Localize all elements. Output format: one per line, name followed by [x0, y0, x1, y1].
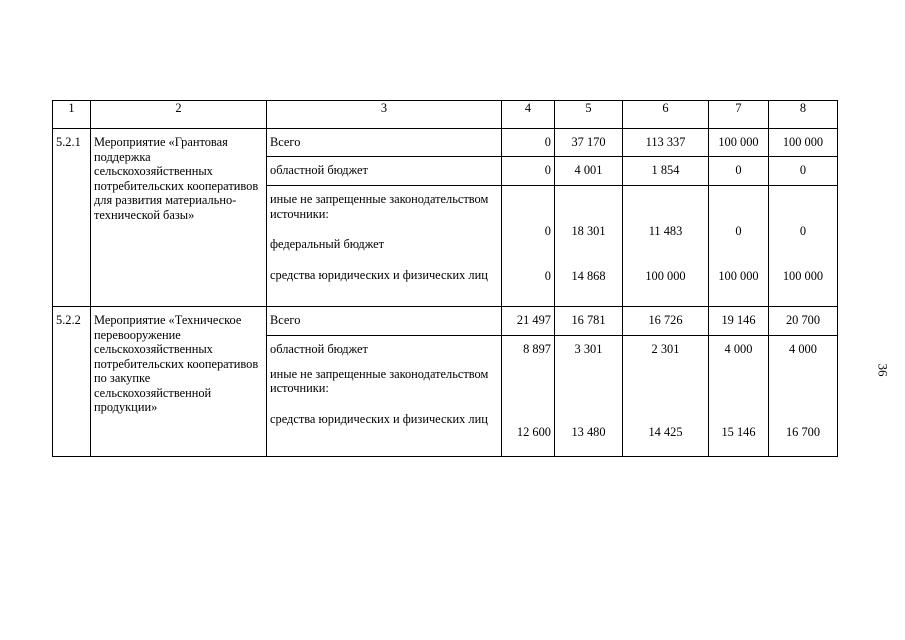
value-cell: 100 000	[718, 268, 759, 283]
value-cell: 0	[544, 224, 551, 238]
header-cell: 6	[623, 101, 709, 129]
source-label: средства юридических и физических лиц	[270, 267, 488, 282]
value-cell: 3 301	[574, 342, 603, 356]
page-number: 36	[875, 363, 891, 377]
item-name: Мероприятие «Грантовая поддержка сельскохозяйственных потребительских кооперативов для развития материально-технической базы»	[91, 129, 267, 307]
value-cell: 11 483	[648, 224, 683, 238]
value-cell: 4 000	[724, 342, 753, 356]
value-cell: 1 854	[623, 157, 709, 186]
source-label: областной бюджет	[267, 157, 502, 186]
item-code: 5.2.1	[53, 129, 91, 307]
value-cell: 0	[799, 224, 807, 238]
header-row	[53, 101, 838, 129]
value-cell: 16 700	[785, 424, 821, 439]
header-cell: 2	[91, 101, 267, 129]
other-sources-label: иные не запрещенные законодательством источники:	[270, 192, 489, 221]
header-cell: 1	[53, 101, 91, 129]
value-cell: 100 000	[645, 268, 686, 283]
item-name: Мероприятие «Техническое перевооружение сельскохозяйственных потребительских кооперативов по закупке сельскохозяйственной продукции»	[91, 307, 267, 457]
value-cell: 12 600	[516, 424, 551, 439]
other-sources-label: иные не запрещенные законодательством источники:	[270, 366, 489, 395]
value-cell: 100 000	[769, 129, 838, 157]
source-label: средства юридических и физических лиц	[270, 411, 488, 426]
value-cell: 19 146	[709, 307, 769, 336]
value-cell: 37 170	[555, 129, 623, 157]
value-cell: 0	[709, 157, 769, 186]
value-cell: 16 781	[555, 307, 623, 336]
value-cell: 16 726	[623, 307, 709, 336]
source-label: областной бюджет	[270, 342, 368, 356]
value-cell: 0	[544, 268, 551, 283]
header-cell: 7	[709, 101, 769, 129]
header-cell: 5	[555, 101, 623, 129]
value-cell: 0	[502, 129, 555, 157]
header-cell: 8	[769, 101, 838, 129]
value-cell: 14 868	[571, 268, 606, 283]
value-cell: 13 480	[571, 424, 606, 439]
source-label: Всего	[267, 307, 502, 336]
value-cell: 20 700	[769, 307, 838, 336]
value-cell: 21 497	[502, 307, 555, 336]
value-cell: 14 425	[648, 424, 683, 439]
table-row	[53, 307, 838, 336]
value-cell: 15 146	[721, 424, 756, 439]
item-code: 5.2.2	[53, 307, 91, 457]
value-cell: 113 337	[623, 129, 709, 157]
value-cell: 100 000	[782, 268, 824, 283]
source-label: Всего	[267, 129, 502, 157]
source-group	[267, 186, 502, 307]
source-label: федеральный бюджет	[270, 237, 385, 251]
value-cell: 4 000	[789, 342, 817, 356]
value-cell: 0	[502, 157, 555, 186]
budget-table	[52, 100, 838, 457]
source-group	[267, 336, 502, 457]
value-cell: 2 301	[651, 342, 680, 356]
value-cell: 4 001	[555, 157, 623, 186]
value-cell: 0	[769, 157, 838, 186]
value-cell: 18 301	[571, 224, 606, 238]
table-row	[53, 129, 838, 157]
header-cell: 3	[267, 101, 502, 129]
value-cell: 8 897	[523, 342, 551, 356]
value-cell: 0	[735, 224, 742, 238]
value-cell: 100 000	[709, 129, 769, 157]
header-cell: 4	[502, 101, 555, 129]
